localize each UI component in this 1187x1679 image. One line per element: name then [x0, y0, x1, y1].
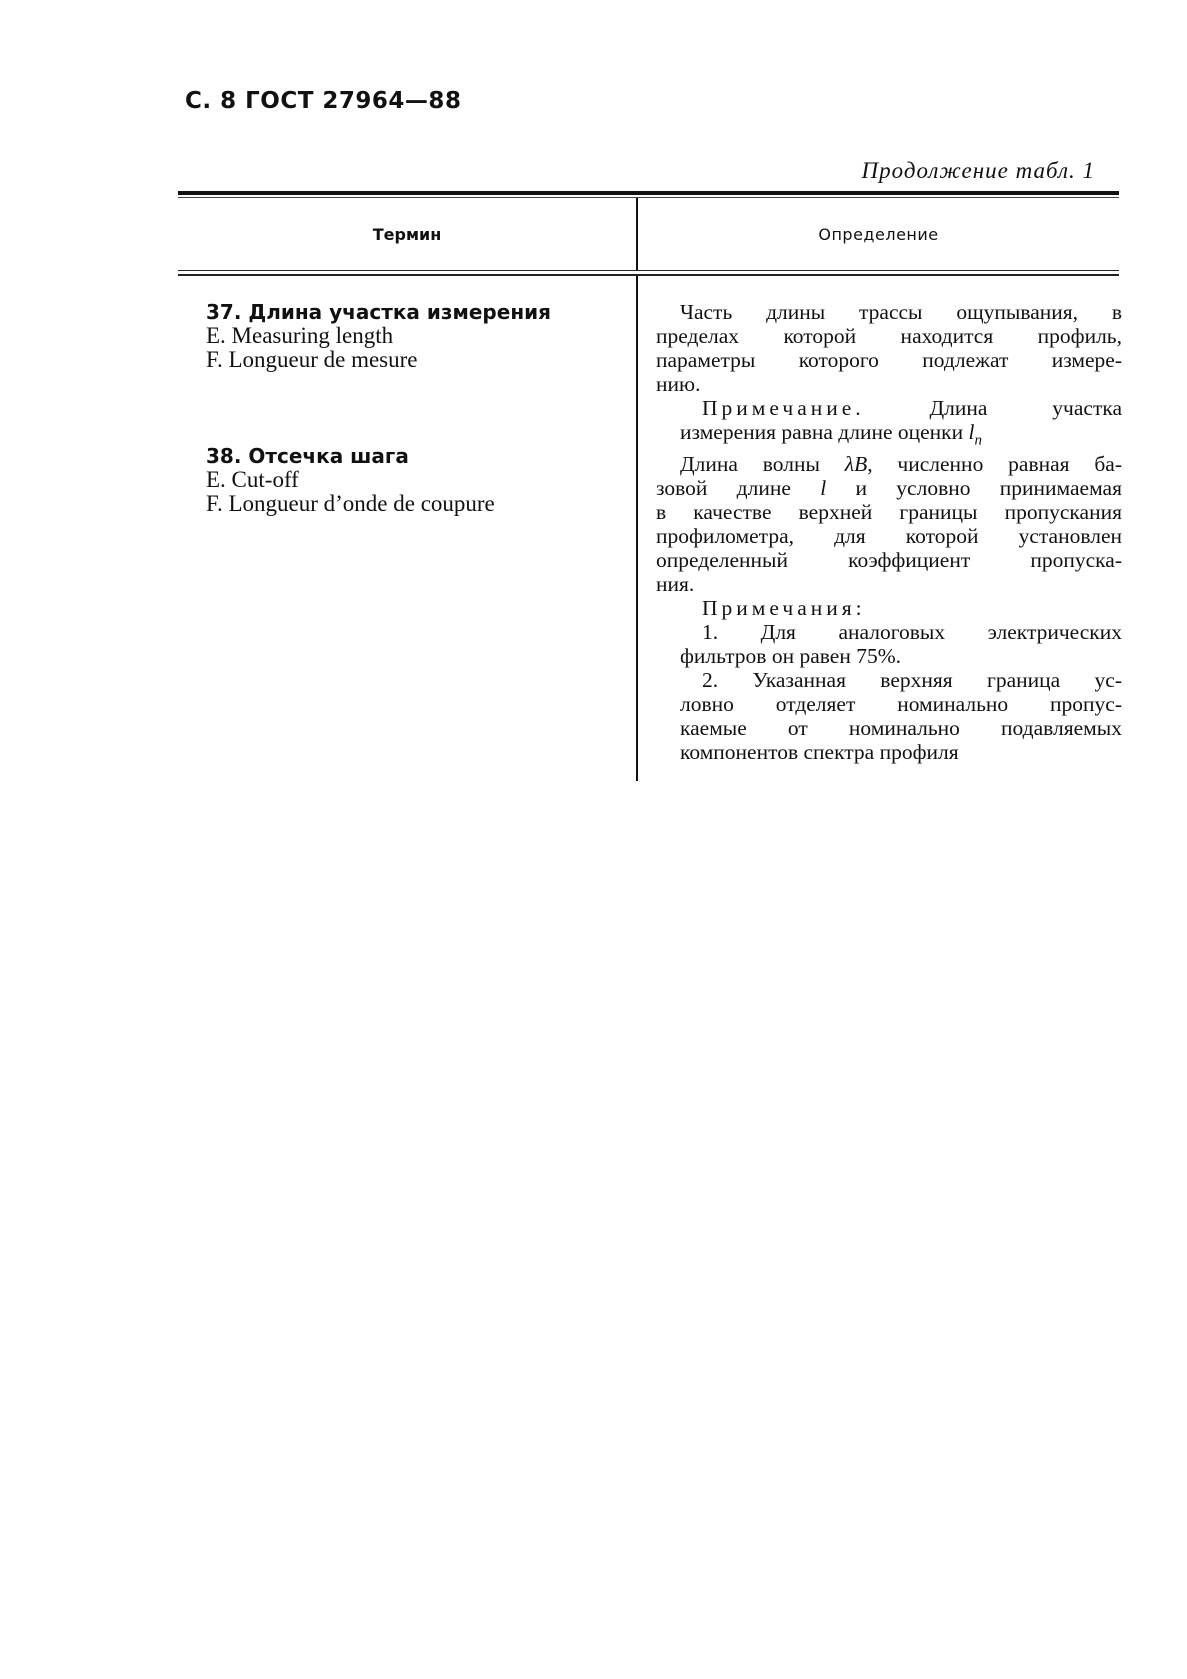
- note-line: 2. Указанная верхняя граница ус-: [702, 668, 1122, 693]
- note-line: фильтров он равен 75%.: [680, 644, 901, 669]
- definition-text: Длина волны: [680, 452, 845, 477]
- symbol-subscript: n: [974, 432, 982, 449]
- notes-label: Примечания:: [702, 596, 866, 621]
- definition-line: [656, 452, 1122, 476]
- column-divider-body: [636, 276, 638, 781]
- symbol-l: l: [968, 420, 975, 444]
- term-english: E. Measuring length: [206, 323, 394, 348]
- definition-line: определенный коэффициент пропуска-: [656, 548, 1122, 573]
- term-english: E. Cut-off: [206, 467, 299, 492]
- term-french: F. Longueur d’onde de coupure: [206, 491, 495, 516]
- definition-line: пределах которой находится профиль,: [656, 324, 1122, 348]
- definition-line: [656, 476, 1122, 500]
- term-37: [206, 300, 626, 372]
- definition-line: параметры которого подлежат измере-: [656, 348, 1122, 372]
- table-continuation-label: Продолжение табл. 1: [861, 158, 1095, 183]
- note-label: Примечание.: [702, 396, 865, 420]
- page-header: С. 8 ГОСТ 27964—88: [185, 88, 462, 114]
- note-line: компонентов спектра профиля: [680, 740, 959, 765]
- definition-line: нию.: [656, 372, 701, 396]
- table-top-rule: [178, 191, 1119, 195]
- term-38: [206, 444, 626, 516]
- term-french: F. Longueur de mesure: [206, 347, 418, 372]
- symbol-l: l: [820, 476, 827, 501]
- column-header-definition: Определение: [818, 225, 939, 244]
- definition-line: ния.: [656, 572, 695, 597]
- note-text: измерения равна длине оценки: [680, 420, 964, 444]
- note-line: [656, 420, 1122, 452]
- note-line: 1. Для аналоговых электрических: [702, 620, 1122, 645]
- table-top-rule-thin: [178, 197, 1119, 198]
- note-line: каемые от номинально подавляемых: [680, 716, 1122, 741]
- note-line: ловно отделяет номинально пропус-: [680, 692, 1122, 717]
- header-bottom-rule-double: [178, 274, 1119, 276]
- definition-text: , численно равная ба-: [867, 452, 1122, 477]
- definition-line: Часть длины трассы ощупывания, в: [680, 300, 1122, 324]
- header-bottom-rule: [178, 270, 1119, 271]
- definitions-column: [656, 300, 1122, 764]
- definition-text: и условно принимаемая: [826, 476, 1122, 501]
- note-line: [656, 396, 1122, 420]
- term-title: 38. Отсечка шага: [206, 444, 409, 468]
- definition-text: зовой длине: [656, 476, 821, 501]
- column-header-term: Термин: [372, 225, 442, 244]
- note-text: Длина участка: [929, 396, 1122, 420]
- definition-line: профилометра, для которой установлен: [656, 524, 1122, 549]
- definition-line: в качестве верхней границы пропускания: [656, 500, 1122, 525]
- term-title: 37. Длина участка измерения: [206, 300, 551, 324]
- symbol-lambda-b: λB: [844, 452, 868, 477]
